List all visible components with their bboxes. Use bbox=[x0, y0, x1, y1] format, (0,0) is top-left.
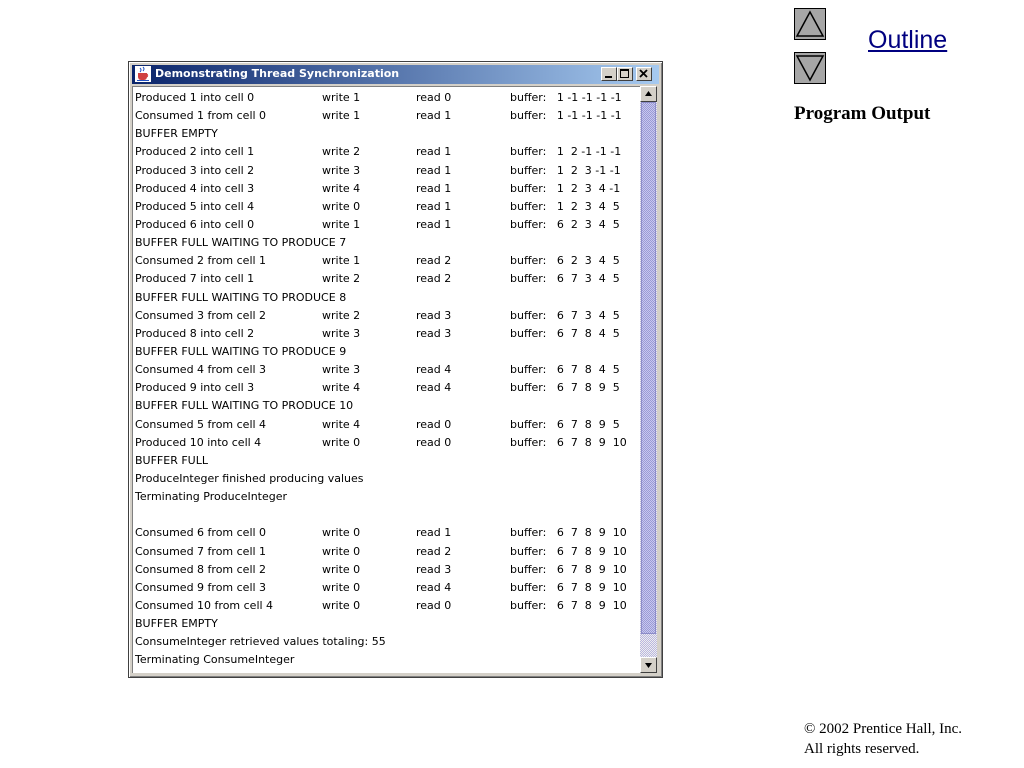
window-title: Demonstrating Thread Synchronization bbox=[155, 67, 400, 80]
output-line bbox=[133, 615, 640, 633]
output-message: Produced 5 into cell 4 bbox=[135, 199, 255, 213]
output-line bbox=[133, 470, 640, 488]
output-line bbox=[133, 506, 640, 524]
output-text-area[interactable] bbox=[132, 86, 640, 673]
output-line bbox=[133, 307, 640, 325]
scroll-thumb[interactable] bbox=[641, 102, 656, 634]
output-line bbox=[133, 524, 640, 542]
output-line bbox=[133, 379, 640, 397]
output-message: Produced 1 into cell 0 bbox=[135, 91, 255, 104]
output-line bbox=[133, 397, 640, 415]
output-buffer: buffer: 6 7 8 9 10 bbox=[510, 544, 627, 558]
output-read: read 1 bbox=[416, 145, 452, 159]
output-message: Consumed 8 from cell 2 bbox=[135, 562, 267, 576]
output-line bbox=[133, 89, 640, 107]
window-titlebar[interactable] bbox=[132, 65, 659, 84]
output-write: write 1 bbox=[322, 217, 361, 231]
output-message: Consumed 5 from cell 4 bbox=[135, 417, 267, 431]
output-message: BUFFER FULL WAITING TO PRODUCE 9 bbox=[135, 344, 347, 358]
output-write: write 0 bbox=[322, 562, 361, 576]
copyright-line-2: All rights reserved. bbox=[804, 741, 920, 757]
output-line bbox=[133, 434, 640, 452]
output-line bbox=[133, 162, 640, 180]
output-write: write 0 bbox=[322, 580, 361, 594]
outline-link[interactable]: Outline bbox=[868, 26, 948, 54]
output-buffer: buffer: 1 -1 -1 -1 -1 bbox=[510, 91, 622, 104]
scroll-down-button[interactable] bbox=[640, 657, 657, 673]
output-line bbox=[133, 651, 640, 669]
maximize-icon bbox=[618, 68, 632, 80]
output-buffer: buffer: 6 2 3 4 5 bbox=[510, 217, 620, 231]
output-message: Produced 8 into cell 2 bbox=[135, 326, 255, 340]
output-message: Produced 7 into cell 1 bbox=[135, 272, 255, 286]
output-read: read 4 bbox=[416, 363, 452, 377]
output-buffer: buffer: 6 7 3 4 5 bbox=[510, 272, 620, 286]
app-window bbox=[128, 61, 663, 678]
java-cup-icon[interactable] bbox=[135, 66, 151, 82]
output-buffer: buffer: 1 2 3 4 -1 bbox=[510, 181, 621, 195]
output-message: Produced 4 into cell 3 bbox=[135, 181, 255, 195]
output-write: write 2 bbox=[322, 272, 361, 286]
output-line bbox=[133, 633, 640, 651]
output-read: read 4 bbox=[416, 580, 452, 594]
output-message: Terminating ConsumeInteger bbox=[135, 653, 295, 667]
triangle-down-icon bbox=[795, 53, 825, 83]
output-buffer: buffer: 1 2 3 4 5 bbox=[510, 199, 620, 213]
output-read: read 3 bbox=[416, 308, 452, 322]
output-read: read 3 bbox=[416, 562, 452, 576]
output-buffer: buffer: 6 7 8 9 10 bbox=[510, 526, 627, 540]
output-buffer: buffer: 6 7 8 9 5 bbox=[510, 417, 620, 431]
output-buffer: buffer: 6 7 8 9 10 bbox=[510, 580, 627, 594]
scroll-up-button[interactable] bbox=[640, 86, 657, 102]
copyright-notice bbox=[804, 719, 962, 759]
output-write: write 2 bbox=[322, 308, 361, 322]
output-read: read 3 bbox=[416, 326, 452, 340]
output-buffer: buffer: 1 -1 -1 -1 -1 bbox=[510, 109, 622, 123]
output-line bbox=[133, 543, 640, 561]
next-slide-button[interactable] bbox=[794, 52, 826, 84]
output-buffer: buffer: 6 7 8 9 10 bbox=[510, 598, 627, 612]
output-line bbox=[133, 597, 640, 615]
output-message: ProduceInteger finished producing values bbox=[135, 471, 364, 485]
output-read: read 1 bbox=[416, 181, 452, 195]
output-line bbox=[133, 416, 640, 434]
output-buffer: buffer: 6 7 8 9 5 bbox=[510, 381, 620, 395]
output-read: read 1 bbox=[416, 163, 452, 177]
output-message: BUFFER FULL bbox=[135, 453, 208, 467]
output-message: Produced 2 into cell 1 bbox=[135, 145, 255, 159]
output-buffer: buffer: 6 7 8 4 5 bbox=[510, 363, 620, 377]
output-write: write 4 bbox=[322, 181, 361, 195]
output-line bbox=[133, 561, 640, 579]
output-write: write 0 bbox=[322, 526, 361, 540]
output-message: BUFFER FULL WAITING TO PRODUCE 7 bbox=[135, 236, 347, 250]
output-message: BUFFER EMPTY bbox=[135, 617, 218, 631]
arrow-up-icon bbox=[641, 87, 656, 101]
output-read: read 4 bbox=[416, 381, 452, 395]
output-write: write 0 bbox=[322, 598, 361, 612]
output-line bbox=[133, 270, 640, 288]
minimize-button[interactable] bbox=[601, 67, 617, 81]
section-title: Program Output bbox=[794, 103, 931, 124]
output-line bbox=[133, 198, 640, 216]
minimize-icon bbox=[602, 68, 616, 80]
output-buffer: buffer: 1 2 -1 -1 -1 bbox=[510, 145, 622, 159]
output-read: read 0 bbox=[416, 91, 452, 104]
output-write: write 0 bbox=[322, 544, 361, 558]
output-message: Produced 3 into cell 2 bbox=[135, 163, 255, 177]
close-button[interactable] bbox=[636, 67, 652, 81]
output-message: Consumed 3 from cell 2 bbox=[135, 308, 267, 322]
copyright-line-1: © 2002 Prentice Hall, Inc. bbox=[804, 721, 963, 737]
output-buffer: buffer: 6 7 8 4 5 bbox=[510, 326, 620, 340]
output-read: read 1 bbox=[416, 109, 452, 123]
output-message: BUFFER EMPTY bbox=[135, 127, 218, 141]
output-line bbox=[133, 107, 640, 125]
output-line bbox=[133, 343, 640, 361]
output-write: write 3 bbox=[322, 163, 361, 177]
output-buffer: buffer: 6 7 3 4 5 bbox=[510, 308, 620, 322]
output-message: Produced 10 into cell 4 bbox=[135, 435, 262, 449]
output-read: read 2 bbox=[416, 544, 452, 558]
output-line bbox=[133, 252, 640, 270]
output-message: Terminating ProduceInteger bbox=[135, 490, 288, 504]
output-line bbox=[133, 216, 640, 234]
output-line bbox=[133, 125, 640, 143]
output-line bbox=[133, 579, 640, 597]
output-message: Consumed 2 from cell 1 bbox=[135, 254, 267, 268]
output-read: read 2 bbox=[416, 272, 452, 286]
output-read: read 1 bbox=[416, 199, 452, 213]
output-write: write 3 bbox=[322, 363, 361, 377]
output-line bbox=[133, 234, 640, 252]
previous-slide-button[interactable] bbox=[794, 8, 826, 40]
output-message: BUFFER FULL WAITING TO PRODUCE 8 bbox=[135, 290, 347, 304]
output-buffer: buffer: 6 7 8 9 10 bbox=[510, 562, 627, 576]
output-write: write 1 bbox=[322, 254, 361, 268]
output-write: write 2 bbox=[322, 145, 361, 159]
output-read: read 1 bbox=[416, 217, 452, 231]
output-read: read 1 bbox=[416, 526, 452, 540]
output-write: write 4 bbox=[322, 381, 361, 395]
output-line bbox=[133, 361, 640, 379]
output-message: Consumed 6 from cell 0 bbox=[135, 526, 267, 540]
output-message: Consumed 4 from cell 3 bbox=[135, 363, 267, 377]
output-line bbox=[133, 180, 640, 198]
scroll-track[interactable] bbox=[640, 102, 657, 657]
output-write: write 0 bbox=[322, 435, 361, 449]
output-message: Produced 9 into cell 3 bbox=[135, 381, 255, 395]
maximize-button[interactable] bbox=[617, 67, 633, 81]
output-write: write 1 bbox=[322, 109, 361, 123]
output-message: Consumed 1 from cell 0 bbox=[135, 109, 267, 123]
output-message: ConsumeInteger retrieved values totaling: 55 bbox=[135, 635, 386, 649]
output-line bbox=[133, 143, 640, 161]
output-read: read 0 bbox=[416, 435, 452, 449]
output-line bbox=[133, 289, 640, 307]
vertical-scrollbar[interactable] bbox=[640, 86, 657, 673]
output-message: Consumed 10 from cell 4 bbox=[135, 598, 274, 612]
output-line bbox=[133, 488, 640, 506]
output-line bbox=[133, 325, 640, 343]
output-message: Consumed 7 from cell 1 bbox=[135, 544, 267, 558]
output-message: Produced 6 into cell 0 bbox=[135, 217, 255, 231]
output-message: BUFFER FULL WAITING TO PRODUCE 10 bbox=[135, 399, 354, 413]
output-read: read 2 bbox=[416, 254, 452, 268]
output-write: write 4 bbox=[322, 417, 361, 431]
arrow-down-icon bbox=[641, 658, 656, 672]
close-icon bbox=[637, 68, 651, 80]
output-line bbox=[133, 452, 640, 470]
output-buffer: buffer: 1 2 3 -1 -1 bbox=[510, 163, 621, 177]
output-read: read 0 bbox=[416, 417, 452, 431]
output-read: read 0 bbox=[416, 598, 452, 612]
output-buffer: buffer: 6 7 8 9 10 bbox=[510, 435, 627, 449]
output-write: write 3 bbox=[322, 326, 361, 340]
output-buffer: buffer: 6 2 3 4 5 bbox=[510, 254, 620, 268]
output-write: write 0 bbox=[322, 199, 361, 213]
triangle-up-icon bbox=[795, 9, 825, 39]
output-message: Consumed 9 from cell 3 bbox=[135, 580, 267, 594]
output-write: write 1 bbox=[322, 91, 361, 104]
